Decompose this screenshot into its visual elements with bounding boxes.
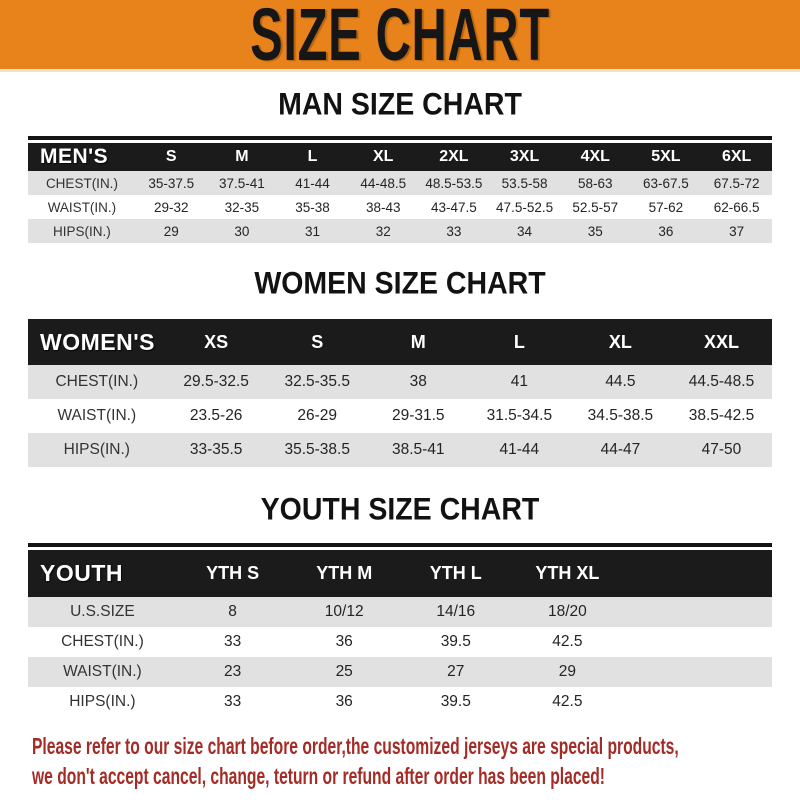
size-cell: 35.5-38.5 [284,441,350,458]
size-cell: 14/16 [436,603,476,620]
size-column-header: XS [204,331,229,352]
row-spacer-cell [623,627,772,657]
size-cell: 44.5 [605,373,636,390]
size-cell: 47.5-52.5 [496,199,554,215]
size-column-header: S [311,331,324,352]
size-cell: 67.5-72 [713,175,760,191]
size-cell: 29-31.5 [391,407,445,424]
size-cell: 38.5-42.5 [688,407,755,424]
banner [0,0,800,76]
row-label: CHEST(IN.) [61,633,144,650]
men-section-heading: MAN SIZE CHART [278,87,522,122]
size-column-header: YTH XL [535,563,600,583]
size-cell: 38 [409,373,427,390]
row-spacer-cell [623,687,772,717]
row-label: HIPS(IN.) [63,441,130,458]
row-label: HIPS(IN.) [69,693,136,710]
size-cell: 30 [234,223,250,239]
size-cell: 29 [163,223,179,239]
page-title: SIZE CHART [250,0,550,76]
section-youth [0,493,800,717]
table-row [28,171,772,195]
size-cell: 39.5 [440,633,471,650]
size-cell: 57-62 [648,199,684,215]
header-spacer-cell [623,550,772,597]
size-cell: 44-48.5 [360,175,407,191]
section-men [0,88,800,243]
size-cell: 35-37.5 [148,175,195,191]
size-cell: 35-38 [295,199,330,215]
size-cell: 41-44 [295,175,330,191]
size-cell: 41-44 [499,441,540,458]
size-cell: 33-35.5 [189,441,243,458]
size-cell: 35 [587,223,603,239]
size-column-header: S [165,148,177,165]
table-row [28,365,772,399]
size-column-header: YTH M [316,563,373,583]
size-cell: 31.5-34.5 [486,407,553,424]
table-row [28,219,772,243]
row-label: CHEST(IN.) [45,175,118,191]
size-cell: 25 [335,663,353,680]
size-cell: 29-32 [153,199,189,215]
size-column-header: 3XL [509,148,540,165]
size-table-grid [28,143,772,243]
table-title-cell: YOUTH [40,560,123,586]
row-label: HIPS(IN.) [53,223,111,239]
size-cell: 47-50 [701,441,742,458]
size-cell: 33 [446,223,462,239]
table-title-cell: MEN'S [40,145,109,168]
size-cell: 36 [335,693,353,710]
size-cell: 29.5-32.5 [183,373,249,390]
size-column-header: 6XL [721,148,752,165]
row-spacer-cell [623,657,772,687]
size-cell: 44-47 [600,441,641,458]
row-spacer-cell [623,597,772,627]
size-column-header: 4XL [580,148,610,165]
size-cell: 31 [305,223,321,239]
order-policy-note [32,731,800,791]
womens-size-table [28,319,772,467]
size-cell: 38.5-41 [391,441,445,458]
size-column-header: XL [373,148,394,165]
size-column-header: XL [608,331,632,352]
row-label: CHEST(IN.) [55,373,139,390]
size-cell: 18/20 [547,603,587,620]
size-cell: 36 [335,633,353,650]
table-row [28,433,772,467]
youth-size-table [28,543,772,717]
size-cell: 32 [375,223,391,239]
table-header-row [28,143,772,171]
women-section-heading: WOMEN SIZE CHART [254,266,546,301]
size-cell: 38-43 [365,199,401,215]
size-cell: 34.5-38.5 [587,407,654,424]
table-row [28,627,772,657]
size-cell: 8 [228,603,237,620]
table-row [28,687,772,717]
size-column-header: M [410,331,426,352]
table-row [28,597,772,627]
size-cell: 26-29 [297,407,338,424]
size-cell: 29 [558,663,577,680]
size-cell: 23 [223,663,242,680]
size-cell: 52.5-57 [572,199,619,215]
size-cell: 36 [658,223,674,239]
youth-section-heading: YOUTH SIZE CHART [260,492,540,527]
size-cell: 37.5-41 [218,175,265,191]
size-column-header: YTH L [429,563,482,583]
size-column-header: L [513,331,525,352]
policy-note-line-1: Please refer to our size chart before order,the customized jerseys are special products, [32,733,679,759]
row-label: WAIST(IN.) [47,199,117,215]
size-table-grid [28,319,772,467]
size-cell: 48.5-53.5 [425,175,483,191]
policy-note-line-2: we don't accept cancel, change, teturn or refund after order has been placed! [32,763,605,789]
size-cell: 53.5-58 [501,175,548,191]
size-cell: 27 [447,663,465,680]
size-column-header: YTH S [206,563,260,583]
size-column-header: M [235,148,249,165]
size-cell: 42.5 [552,693,583,710]
table-title-cell: WOMEN'S [40,328,156,355]
size-cell: 62-66.5 [713,199,760,215]
size-column-header: XXL [703,331,739,352]
size-cell: 37 [729,223,745,239]
size-cell: 32.5-35.5 [284,373,350,390]
size-column-header: L [307,148,318,165]
size-column-header: 5XL [651,148,681,165]
size-cell: 23.5-26 [189,407,243,424]
row-label: WAIST(IN.) [63,663,142,680]
table-header-row [28,319,772,365]
size-cell: 33 [223,693,242,710]
size-cell: 10/12 [324,603,364,620]
size-cell: 34 [517,223,533,239]
size-column-header: 2XL [439,148,469,165]
size-cell: 63-67.5 [643,175,689,191]
section-women [0,267,800,467]
table-row [28,195,772,219]
table-row [28,399,772,433]
table-row [28,657,772,687]
size-table-grid [28,550,772,717]
size-cell: 39.5 [440,693,471,710]
table-header-row [28,550,772,597]
row-label: U.S.SIZE [70,603,135,620]
size-cell: 33 [223,633,242,650]
mens-size-table [28,136,772,243]
size-cell: 43-47.5 [431,199,477,215]
row-label: WAIST(IN.) [57,407,137,424]
size-cell: 44.5-48.5 [688,373,755,390]
size-cell: 58-63 [577,175,613,191]
size-cell: 41 [510,373,528,390]
size-cell: 42.5 [552,633,583,650]
size-cell: 32-35 [224,199,260,215]
